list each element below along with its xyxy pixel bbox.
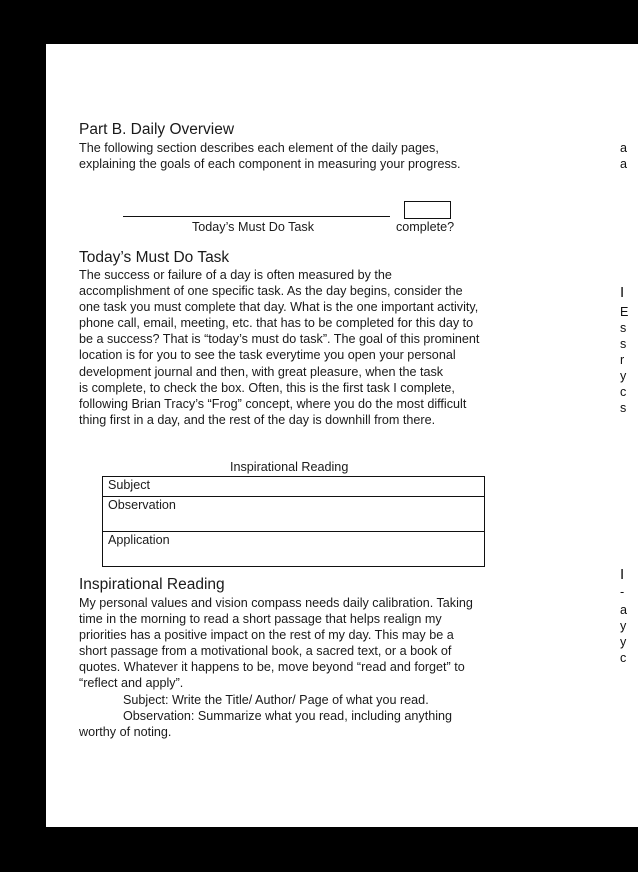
must-do-line: is complete, to check the box. Often, this is the first task I complete, [79,380,455,395]
reading-form-title: Inspirational Reading [230,460,349,474]
edge-fragment: c [620,651,627,665]
inspirational-line: priorities has a positive impact on the rest of my day. This may be a [79,628,454,643]
inspirational-line: time in the morning to read a short passage that helps realign my [79,612,442,627]
edge-fragment: I [620,285,625,301]
must-do-line: phone call, email, meeting, etc. that has to be completed for this day to [79,316,474,331]
must-do-line: development journal and then, with great pleasure, when the task [79,364,444,379]
edge-fragment: a [620,603,628,617]
reading-form-table [102,476,485,567]
reading-row-subject: Subject [103,477,484,497]
must-do-paragraph [79,267,519,428]
edge-fragment: s [620,321,627,335]
inspirational-line: quotes. Whatever it happens to be, move beyond “read and forget” to [79,660,465,675]
must-do-line: thing first in a day, and the rest of the day is downhill from there. [79,412,436,427]
inspirational-line: “reflect and apply”. [79,676,184,691]
edge-fragment: I [620,567,625,583]
must-do-line: The success or failure of a day is often measured by the [79,268,392,282]
edge-fragment: a [620,157,628,171]
must-do-line: one task you must complete that day. What is the one important activity, [79,300,479,315]
part-heading: Part B. Daily Overview [79,121,235,138]
complete-checkbox [404,201,451,219]
must-do-line: following Brian Tracy’s “Frog” concept, where you do the most difficult [79,396,467,411]
edge-fragment: s [620,337,627,351]
intro-line: explaining the goals of each component in measuring your progress. [79,157,461,172]
task-label: Today’s Must Do Task [192,220,315,234]
edge-fragment: r [620,353,625,367]
reading-row-application: Application [108,533,170,547]
edge-fragment: - [620,585,625,599]
journal-page [46,44,638,827]
must-do-line: location is for you to see the task everytime you open your personal [79,348,456,363]
intro-line: The following section describes each element of the daily pages, [79,141,439,155]
observation-instruction-cont: worthy of noting. [79,724,172,739]
inspirational-line: My personal values and vision compass needs daily calibration. Taking [79,596,473,610]
must-do-heading: Today’s Must Do Task [79,249,230,266]
edge-fragment: y [620,635,627,649]
inspirational-line: short passage from a motivational book, a sacred text, or a book of [79,644,452,659]
complete-label: complete? [396,220,455,234]
edge-fragment: y [620,369,627,383]
must-do-line: accomplishment of one specific task. As the day begins, consider the [79,284,463,299]
observation-instruction: Observation: Summarize what you read, including anything [123,708,453,723]
reading-row-observation: Observation [103,497,484,532]
must-do-line: be a success? That is “today’s must do task”. The goal of this prominent [79,332,480,347]
edge-fragment: y [620,619,627,633]
intro-paragraph [79,140,519,172]
task-line [123,216,390,217]
inspirational-heading: Inspirational Reading [79,576,225,593]
edge-fragment: a [620,141,628,155]
edge-fragment: E [620,305,629,319]
inspirational-paragraph [79,595,519,740]
edge-fragment: s [620,401,627,415]
subject-instruction: Subject: Write the Title/ Author/ Page of what you read. [123,692,429,707]
edge-fragment: c [620,385,627,399]
